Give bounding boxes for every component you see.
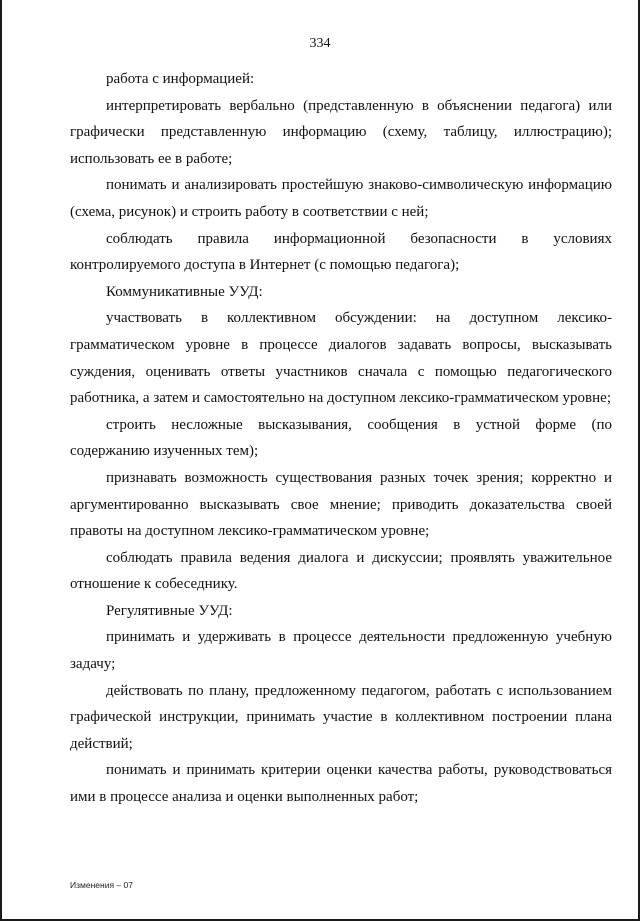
paragraph-symbolic-info: понимать и анализировать простейшую знаково-символическую информацию (схема, рисунок) и строить работу в соответствии с ней; (70, 177, 612, 220)
paragraph-collective-discussion: участвовать в коллективном обсуждении: на доступном лексико-грамматическом уровне в процессе диалогов задавать вопросы, высказывать суждения, оценивать ответы участников сначала с помощью педагогического работника, а затем и самостоятельно на доступном лексико-грамматическом уровне; (70, 310, 612, 407)
paragraph-quality-criteria: понимать и принимать критерии оценки качества работы, руководствоваться ими в процессе анализа и оценки выполненных работ; (70, 762, 612, 806)
paragraph-act-by-plan: действовать по плану, предложенному педагогом, работать с использованием графической инструкции, принимать участие в коллективном построении плана действий; (70, 682, 612, 752)
paragraph-info-security: соблюдать правила информационной безопасности в условиях контролируемого доступа в Интернет (с помощью педагога); (70, 230, 612, 274)
footer-revision-note: Изменения – 07 (70, 880, 133, 890)
paragraph-communicative-heading: Коммуникативные УУД: (106, 283, 263, 300)
paragraph-build-statements: строить несложные высказывания, сообщения в устной форме (по содержанию изученных тем); (70, 416, 612, 460)
page-number: 334 (309, 36, 331, 51)
paragraph-accept-task: принимать и удерживать в процессе деятельности предложенную учебную задачу; (70, 629, 612, 673)
body-text (70, 66, 612, 811)
paragraph-info-work-heading: работа с информацией: (106, 71, 255, 87)
paragraph-viewpoints: признавать возможность существования разных точек зрения; корректно и аргументированно высказывать свое мнение; приводить доказательства своей правоты на доступном лексико-грамматическом уровне; (70, 469, 612, 540)
paragraph-interpret-info: интерпретировать вербально (представленную в объяснении педагога) или графически представленную информацию (схему, таблицу, иллюстрацию); использовать ее в работе; (70, 97, 612, 167)
paragraph-dialogue-rules: соблюдать правила ведения диалога и дискуссии; проявлять уважительное отношение к собеседнику. (70, 549, 612, 593)
paragraph-regulative-heading: Регулятивные УУД: (106, 602, 233, 619)
